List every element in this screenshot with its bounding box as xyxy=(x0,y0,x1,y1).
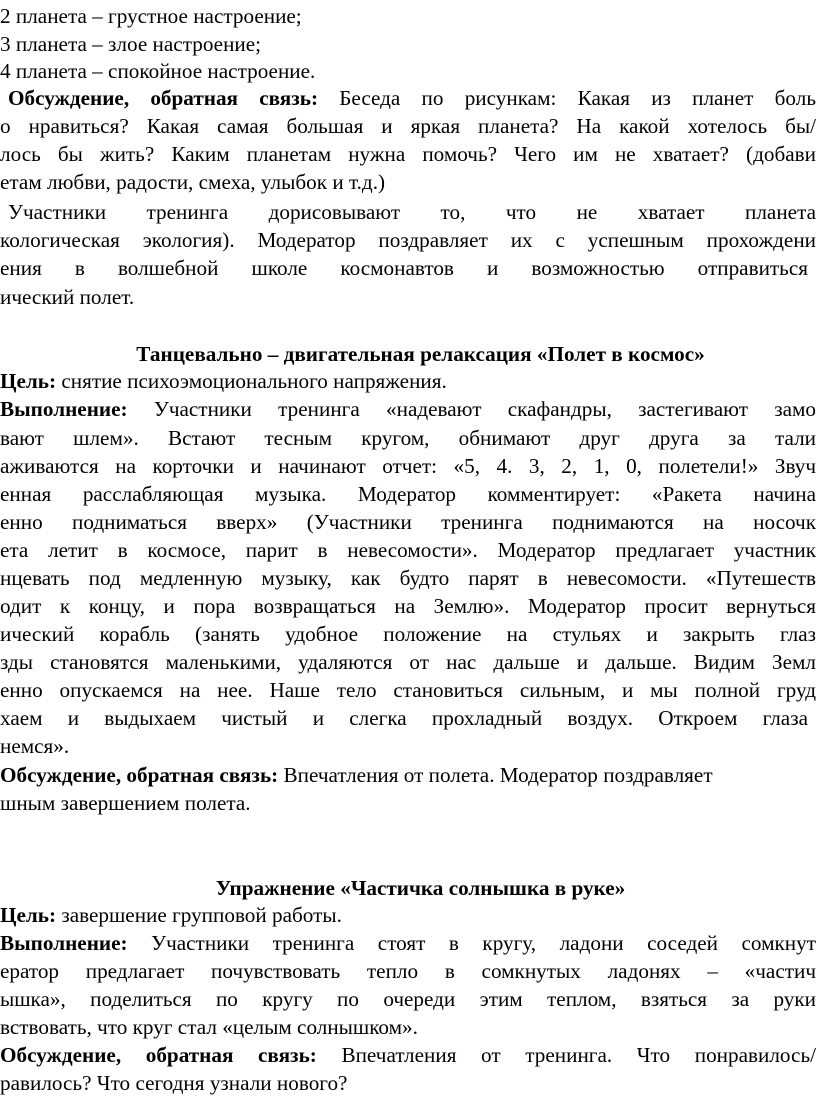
goal-label: Цель: xyxy=(0,369,57,393)
discussion-label: Обсуждение, обратная связь: xyxy=(0,1043,317,1067)
discussion-1-line-3: лось бы жить? Каким планетам нужна помочь? Чего им не хватает? (добави xyxy=(0,142,816,166)
goal-text: завершение групповой работы. xyxy=(56,903,342,927)
section-3-goal xyxy=(0,902,816,928)
exec-text: Участники тренинга стоят в кругу, ладони соседей сомкнут xyxy=(127,931,816,955)
participants-line-2: кологическая экология). Модератор поздравляет их с успешным прохождени xyxy=(0,228,816,252)
discussion-1-line-4: етам любви, радости, смеха, улыбок и т.д.) xyxy=(0,170,386,194)
participants-line-4: ический полет. xyxy=(0,285,135,309)
section-2-exec-line: енно подниматься вверх» (Участники тренинга поднимаются на носочк xyxy=(0,510,816,534)
discussion-text: Впечатления от полета. Модератор поздравляет xyxy=(278,763,713,787)
participants-line-3: ения в волшебной школе космонавтов и возможностью отправиться xyxy=(0,256,808,280)
section-2-exec-line: зды становятся маленькими, удаляются от нас дальше и дальше. Видим Земл xyxy=(0,650,816,674)
section-3-exec-line-1 xyxy=(0,930,816,956)
section-3-exec-line: ышка», поделиться по кругу по очереди этим теплом, взяться за руки xyxy=(0,987,816,1011)
discussion-1-line-2: о нравиться? Какая самая большая и яркая планета? На какой хотелось бы/ xyxy=(0,114,816,138)
section-3-exec-line: ератор предлагает почувствовать тепло в сомкнутых ладонях – «частич xyxy=(0,959,816,983)
section-2-exec-line: вают шлем». Встают тесным кругом, обнимают друг друга за тали xyxy=(0,426,816,450)
exec-text: Участники тренинга «надевают скафандры, застегивают замо xyxy=(127,397,816,421)
section-2-discussion-line-2: шным завершением полета. xyxy=(0,791,251,815)
section-2-exec-line: немся». xyxy=(0,734,70,758)
exec-label: Выполнение: xyxy=(0,931,128,955)
planet-3-line: 3 планета – злое настроение; xyxy=(0,32,262,56)
goal-label: Цель: xyxy=(0,903,57,927)
section-2-exec-line: нцевать под медленную музыку, как будто парят в невесомости. «Путешеств xyxy=(0,566,816,590)
section-2-exec-line-1 xyxy=(0,396,816,422)
exec-label: Выполнение: xyxy=(0,397,128,421)
section-3-title: Упражнение «Частичка солнышка в руке» xyxy=(215,876,626,900)
section-3-exec-line: вствовать, что круг стал «целым солнышком». xyxy=(0,1015,418,1039)
section-2-exec-line: одит к концу, и пора возвращаться на Землю». Модератор просит вернуться xyxy=(0,594,816,618)
discussion-1-line-1 xyxy=(8,85,816,111)
section-2-exec-line: хаем и выдыхаем чистый и слегка прохладный воздух. Откроем глаза xyxy=(0,706,808,730)
planet-2-line: 2 планета – грустное настроение; xyxy=(0,4,302,28)
section-3-discussion-line-2: равилось? Что сегодня узнали нового? xyxy=(0,1071,348,1095)
discussion-label: Обсуждение, обратная связь: xyxy=(0,763,279,787)
planet-4-line: 4 планета – спокойное настроение. xyxy=(0,59,316,83)
section-2-exec-line: енно опускаемся на нее. Наше тело становиться сильным, и мы полной груд xyxy=(0,678,816,702)
section-2-discussion-line-1 xyxy=(0,762,816,788)
section-2-title: Танцевально – двигательная релаксация «Полет в космос» xyxy=(136,342,705,366)
discussion-label: Обсуждение, обратная связь: xyxy=(8,86,319,110)
discussion-text: Впечатления от тренинга. Что понравилось/ xyxy=(316,1043,816,1067)
discussion-1-text: Беседа по рисункам: Какая из планет боль xyxy=(318,86,816,110)
section-2-exec-line: аживаются на корточки и начинают отчет: «5, 4. 3, 2, 1, 0, полетели!» Звуч xyxy=(0,454,816,478)
section-2-exec-line: ета летит в космосе, парит в невесомости». Модератор предлагает участник xyxy=(0,538,816,562)
section-2-exec-line: ический корабль (занять удобное положение на стульях и закрыть глаз xyxy=(0,622,816,646)
goal-text: снятие психоэмоционального напряжения. xyxy=(56,369,447,393)
participants-line-1: Участники тренинга дорисовывают то, что не хватает планета xyxy=(8,200,816,224)
section-3-discussion-line-1 xyxy=(0,1042,816,1068)
section-2-exec-line: енная расслабляющая музыка. Модератор комментирует: «Ракета начина xyxy=(0,482,816,506)
section-2-goal xyxy=(0,368,816,394)
